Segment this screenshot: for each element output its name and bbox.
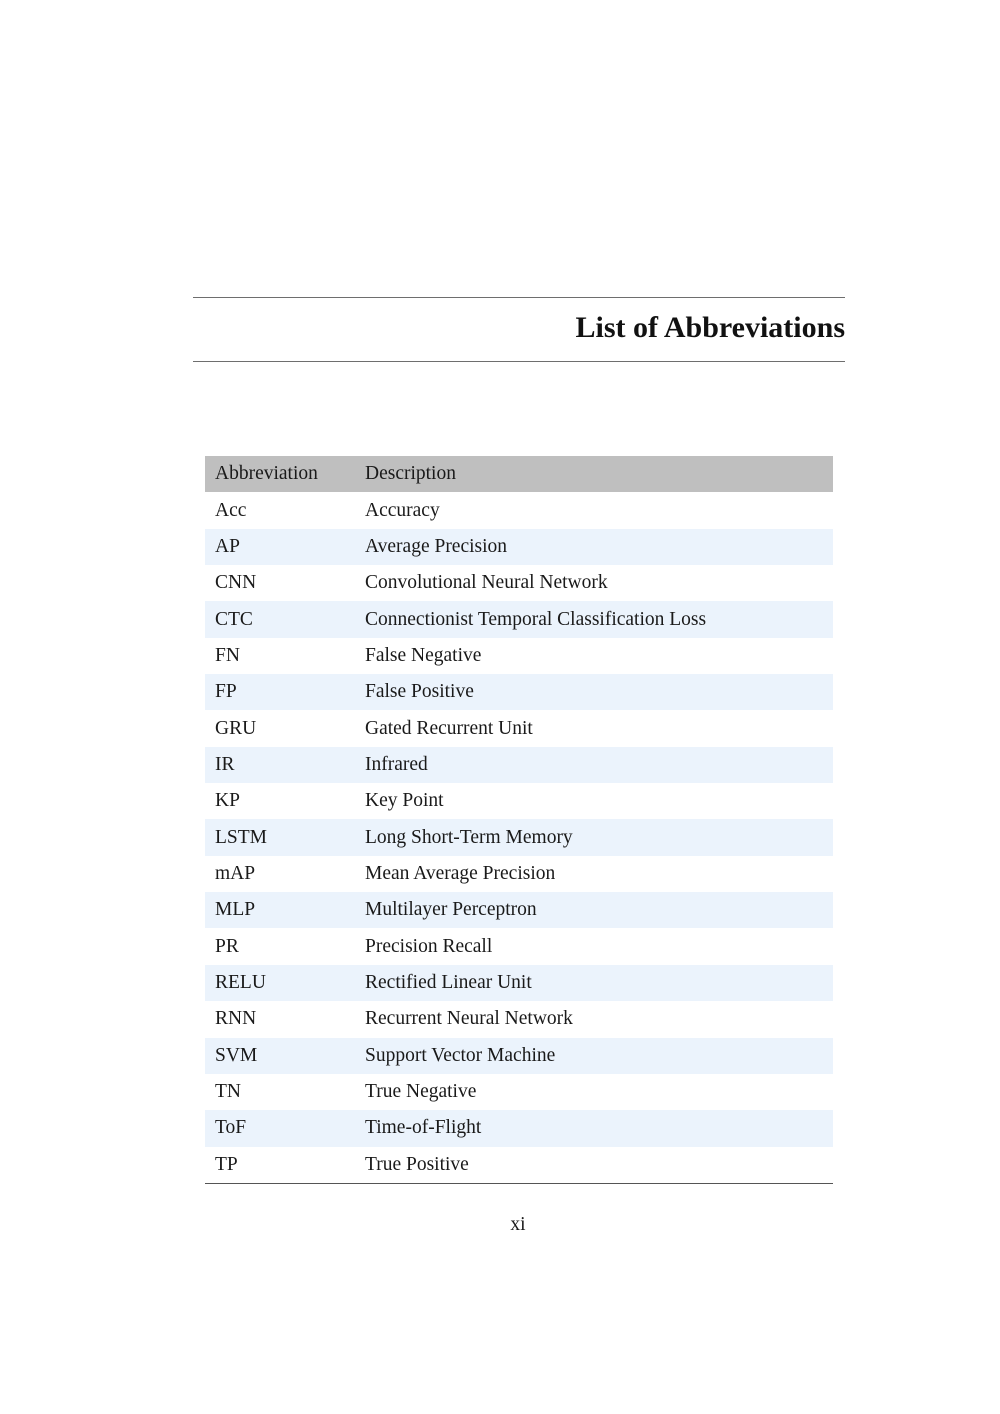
abbreviations-table: [205, 456, 833, 1184]
page-title: List of Abbreviations: [575, 311, 845, 344]
abbreviation-cell: Acc: [215, 499, 247, 521]
table-row: [205, 601, 833, 637]
description-cell: True Negative: [365, 1081, 477, 1103]
description-cell: Mean Average Precision: [365, 862, 556, 884]
abbreviation-cell: IR: [215, 753, 235, 775]
table-body: [205, 492, 833, 1183]
abbreviation-cell: CNN: [215, 572, 257, 594]
table-row: [205, 892, 833, 928]
table-row: [205, 1110, 833, 1146]
table-row: [205, 1074, 833, 1110]
table-row: [205, 529, 833, 565]
abbreviation-cell: mAP: [215, 862, 256, 884]
table-row: [205, 965, 833, 1001]
abbreviation-cell: CTC: [215, 608, 253, 630]
description-cell: False Negative: [365, 644, 482, 666]
abbreviation-cell: RNN: [215, 1008, 257, 1030]
abbreviation-cell: MLP: [215, 899, 256, 921]
table-row: [205, 856, 833, 892]
title-top-rule: [193, 297, 845, 298]
abbreviation-cell: TN: [215, 1081, 241, 1103]
description-cell: False Positive: [365, 681, 474, 703]
table-row: [205, 747, 833, 783]
abbreviation-cell: TP: [205, 1147, 355, 1184]
table-row: [205, 492, 833, 528]
description-cell: Key Point: [365, 790, 444, 812]
description-cell: True Positive: [355, 1147, 833, 1184]
description-cell: Long Short-Term Memory: [365, 826, 573, 848]
description-cell: Average Precision: [365, 535, 508, 557]
description-cell: Accuracy: [365, 499, 440, 521]
description-cell: Connectionist Temporal Classification Loss: [365, 608, 707, 630]
description-cell: Convolutional Neural Network: [365, 572, 608, 594]
abbreviation-cell: KP: [215, 790, 240, 812]
abbreviation-cell: SVM: [215, 1044, 258, 1066]
table-row: [205, 1001, 833, 1037]
table-row: [205, 638, 833, 674]
abbreviation-cell: FP: [215, 681, 237, 703]
description-cell: Gated Recurrent Unit: [365, 717, 533, 739]
table-header: [205, 456, 833, 492]
column-header-abbreviation: Abbreviation: [215, 463, 318, 485]
description-cell: Support Vector Machine: [365, 1044, 556, 1066]
table-row: [205, 819, 833, 855]
abbreviation-cell: FN: [215, 644, 240, 666]
abbreviation-cell: PR: [215, 935, 239, 957]
column-header-description: Description: [365, 463, 456, 485]
description-cell: Rectified Linear Unit: [365, 971, 532, 993]
table-row: [205, 710, 833, 746]
description-cell: Infrared: [365, 753, 428, 775]
abbreviation-cell: ToF: [215, 1117, 247, 1139]
table-row: [205, 783, 833, 819]
table-row: [205, 674, 833, 710]
abbreviation-cell: RELU: [215, 971, 266, 993]
abbreviation-cell: LSTM: [215, 826, 268, 848]
table-row: [205, 1038, 833, 1074]
description-cell: Time-of-Flight: [365, 1117, 482, 1139]
title-bottom-rule: [193, 361, 845, 362]
abbreviation-cell: GRU: [215, 717, 257, 739]
description-cell: Precision Recall: [365, 935, 493, 957]
table-row: [205, 1147, 833, 1184]
abbreviation-cell: AP: [215, 535, 240, 557]
page-number: xi: [510, 1214, 526, 1235]
description-cell: Recurrent Neural Network: [365, 1008, 573, 1030]
table-header-row: [205, 456, 833, 492]
table-row: [205, 565, 833, 601]
description-cell: Multilayer Perceptron: [365, 899, 537, 921]
table-row: [205, 928, 833, 964]
